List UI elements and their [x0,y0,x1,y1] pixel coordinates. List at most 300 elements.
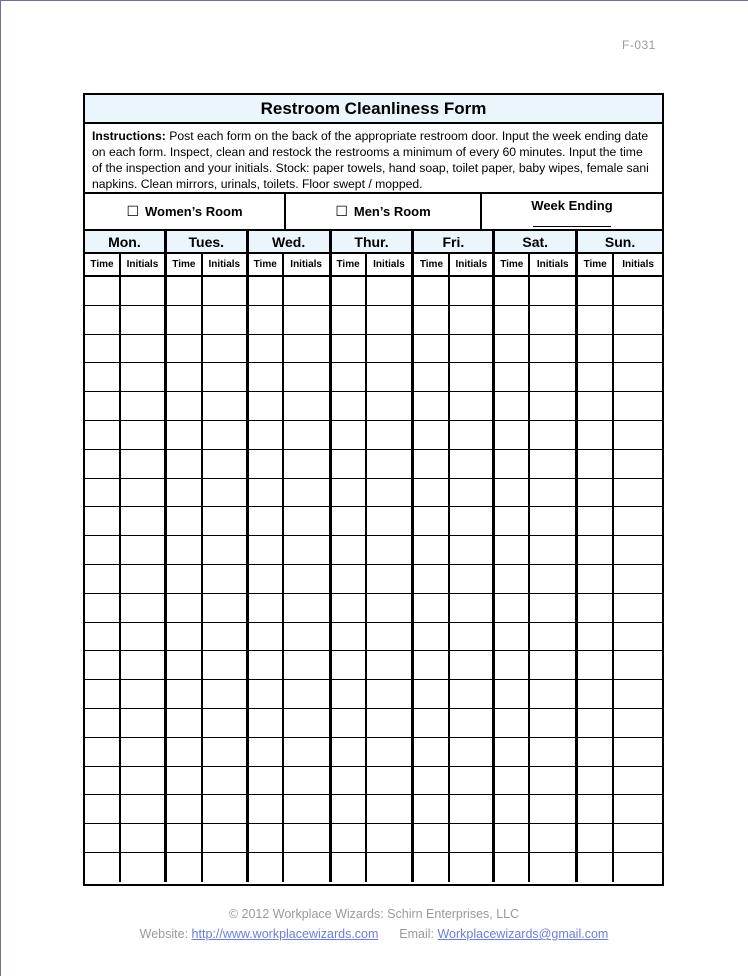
initials-entry-cell[interactable] [614,392,662,421]
time-entry-cell[interactable] [578,479,612,508]
time-entry-cell[interactable] [85,709,119,738]
time-entry-cell[interactable] [578,594,612,623]
time-entry-cell[interactable] [578,363,612,392]
initials-entry-cell[interactable] [367,824,412,853]
initials-entry-cell[interactable] [367,421,412,450]
initials-entry-cell[interactable] [530,709,575,738]
time-entry-cell[interactable] [495,824,528,853]
time-entry-cell[interactable] [578,277,612,306]
initials-entry-cell[interactable] [284,795,329,824]
time-entry-cell[interactable] [495,450,528,479]
initials-entry-cell[interactable] [203,594,246,623]
initials-entry-cell[interactable] [284,767,329,796]
initials-entry-cell[interactable] [450,623,492,652]
time-entry-cell[interactable] [578,680,612,709]
initials-entry-cell[interactable] [530,479,575,508]
time-entry-cell[interactable] [332,479,365,508]
initials-entry-cell[interactable] [614,680,662,709]
initials-entry-cell[interactable] [121,824,164,853]
initials-entry-cell[interactable] [367,450,412,479]
initials-entry-cell[interactable] [530,623,575,652]
time-entry-cell[interactable] [495,767,528,796]
time-entry-cell[interactable] [578,853,612,882]
time-entry-cell[interactable] [249,853,282,882]
initials-entry-cell[interactable] [121,594,164,623]
initials-entry-cell[interactable] [121,536,164,565]
time-entry-cell[interactable] [249,767,282,796]
initials-entry-cell[interactable] [450,306,492,335]
time-entry-cell[interactable] [167,507,201,536]
initials-entry-cell[interactable] [614,536,662,565]
initials-entry-cell[interactable] [614,450,662,479]
initials-entry-cell[interactable] [367,594,412,623]
time-entry-cell[interactable] [414,306,448,335]
initials-entry-cell[interactable] [203,709,246,738]
time-entry-cell[interactable] [578,795,612,824]
time-entry-cell[interactable] [414,651,448,680]
time-entry-cell[interactable] [249,507,282,536]
time-entry-cell[interactable] [167,335,201,364]
time-entry-cell[interactable] [85,623,119,652]
initials-entry-cell[interactable] [284,277,329,306]
initials-entry-cell[interactable] [121,680,164,709]
time-entry-cell[interactable] [332,335,365,364]
initials-entry-cell[interactable] [614,306,662,335]
mens-room-option[interactable] [286,194,482,229]
initials-entry-cell[interactable] [530,853,575,882]
initials-entry-cell[interactable] [203,824,246,853]
time-entry-cell[interactable] [249,824,282,853]
time-entry-cell[interactable] [332,680,365,709]
initials-entry-cell[interactable] [530,450,575,479]
initials-entry-cell[interactable] [450,507,492,536]
initials-entry-cell[interactable] [284,709,329,738]
initials-entry-cell[interactable] [367,335,412,364]
time-entry-cell[interactable] [249,536,282,565]
time-entry-cell[interactable] [332,536,365,565]
time-entry-cell[interactable] [578,767,612,796]
initials-entry-cell[interactable] [450,536,492,565]
week-ending-cell[interactable] [482,194,662,229]
time-entry-cell[interactable] [495,709,528,738]
time-entry-cell[interactable] [85,767,119,796]
initials-entry-cell[interactable] [367,853,412,882]
time-entry-cell[interactable] [167,767,201,796]
initials-entry-cell[interactable] [203,767,246,796]
time-entry-cell[interactable] [249,738,282,767]
initials-entry-cell[interactable] [284,824,329,853]
time-entry-cell[interactable] [495,565,528,594]
initials-entry-cell[interactable] [203,680,246,709]
time-entry-cell[interactable] [249,306,282,335]
time-entry-cell[interactable] [578,824,612,853]
initials-entry-cell[interactable] [121,767,164,796]
initials-entry-cell[interactable] [284,507,329,536]
initials-entry-cell[interactable] [121,709,164,738]
initials-entry-cell[interactable] [367,479,412,508]
time-entry-cell[interactable] [495,507,528,536]
time-entry-cell[interactable] [167,306,201,335]
initials-entry-cell[interactable] [121,335,164,364]
time-entry-cell[interactable] [332,392,365,421]
initials-entry-cell[interactable] [530,335,575,364]
initials-entry-cell[interactable] [614,277,662,306]
initials-entry-cell[interactable] [530,795,575,824]
initials-entry-cell[interactable] [614,853,662,882]
initials-entry-cell[interactable] [614,709,662,738]
time-entry-cell[interactable] [167,623,201,652]
time-entry-cell[interactable] [414,795,448,824]
initials-entry-cell[interactable] [367,507,412,536]
initials-entry-cell[interactable] [284,594,329,623]
initials-entry-cell[interactable] [367,306,412,335]
initials-entry-cell[interactable] [530,680,575,709]
time-entry-cell[interactable] [495,277,528,306]
time-entry-cell[interactable] [332,565,365,594]
initials-entry-cell[interactable] [450,565,492,594]
time-entry-cell[interactable] [167,479,201,508]
initials-entry-cell[interactable] [284,363,329,392]
initials-entry-cell[interactable] [614,767,662,796]
initials-entry-cell[interactable] [203,738,246,767]
time-entry-cell[interactable] [85,795,119,824]
time-entry-cell[interactable] [414,709,448,738]
time-entry-cell[interactable] [249,335,282,364]
time-entry-cell[interactable] [167,594,201,623]
time-entry-cell[interactable] [85,594,119,623]
time-entry-cell[interactable] [578,392,612,421]
initials-entry-cell[interactable] [284,623,329,652]
time-entry-cell[interactable] [578,335,612,364]
initials-entry-cell[interactable] [530,507,575,536]
time-entry-cell[interactable] [578,709,612,738]
initials-entry-cell[interactable] [284,479,329,508]
time-entry-cell[interactable] [578,623,612,652]
time-entry-cell[interactable] [414,623,448,652]
initials-entry-cell[interactable] [367,565,412,594]
initials-entry-cell[interactable] [450,479,492,508]
initials-entry-cell[interactable] [614,479,662,508]
initials-entry-cell[interactable] [530,277,575,306]
time-entry-cell[interactable] [249,363,282,392]
time-entry-cell[interactable] [332,795,365,824]
initials-entry-cell[interactable] [530,421,575,450]
time-entry-cell[interactable] [249,651,282,680]
initials-entry-cell[interactable] [284,651,329,680]
initials-entry-cell[interactable] [614,738,662,767]
time-entry-cell[interactable] [414,565,448,594]
initials-entry-cell[interactable] [614,421,662,450]
initials-entry-cell[interactable] [121,450,164,479]
time-entry-cell[interactable] [167,795,201,824]
time-entry-cell[interactable] [85,507,119,536]
initials-entry-cell[interactable] [614,565,662,594]
initials-entry-cell[interactable] [450,767,492,796]
initials-entry-cell[interactable] [203,623,246,652]
time-entry-cell[interactable] [249,450,282,479]
initials-entry-cell[interactable] [284,680,329,709]
mens-room-checkbox-icon[interactable]: ☐ [335,203,348,219]
initials-entry-cell[interactable] [121,738,164,767]
initials-entry-cell[interactable] [203,335,246,364]
initials-entry-cell[interactable] [530,824,575,853]
time-entry-cell[interactable] [167,651,201,680]
time-entry-cell[interactable] [249,795,282,824]
initials-entry-cell[interactable] [450,738,492,767]
time-entry-cell[interactable] [495,594,528,623]
time-entry-cell[interactable] [249,392,282,421]
initials-entry-cell[interactable] [284,853,329,882]
initials-entry-cell[interactable] [203,507,246,536]
initials-entry-cell[interactable] [203,306,246,335]
initials-entry-cell[interactable] [367,738,412,767]
time-entry-cell[interactable] [578,651,612,680]
initials-entry-cell[interactable] [203,392,246,421]
time-entry-cell[interactable] [578,565,612,594]
time-entry-cell[interactable] [85,651,119,680]
time-entry-cell[interactable] [495,363,528,392]
initials-entry-cell[interactable] [121,507,164,536]
initials-entry-cell[interactable] [530,536,575,565]
initials-entry-cell[interactable] [203,795,246,824]
initials-entry-cell[interactable] [121,363,164,392]
time-entry-cell[interactable] [414,767,448,796]
time-entry-cell[interactable] [332,450,365,479]
time-entry-cell[interactable] [167,450,201,479]
time-entry-cell[interactable] [414,450,448,479]
initials-entry-cell[interactable] [121,623,164,652]
time-entry-cell[interactable] [495,536,528,565]
womens-room-option[interactable] [85,194,286,229]
time-entry-cell[interactable] [495,853,528,882]
time-entry-cell[interactable] [167,738,201,767]
time-entry-cell[interactable] [414,853,448,882]
initials-entry-cell[interactable] [367,651,412,680]
time-entry-cell[interactable] [249,623,282,652]
time-entry-cell[interactable] [85,738,119,767]
time-entry-cell[interactable] [578,738,612,767]
time-entry-cell[interactable] [167,680,201,709]
initials-entry-cell[interactable] [450,795,492,824]
time-entry-cell[interactable] [249,277,282,306]
initials-entry-cell[interactable] [121,795,164,824]
time-entry-cell[interactable] [495,306,528,335]
initials-entry-cell[interactable] [367,680,412,709]
initials-entry-cell[interactable] [530,651,575,680]
initials-entry-cell[interactable] [530,594,575,623]
time-entry-cell[interactable] [249,594,282,623]
initials-entry-cell[interactable] [450,853,492,882]
time-entry-cell[interactable] [414,536,448,565]
initials-entry-cell[interactable] [367,277,412,306]
initials-entry-cell[interactable] [284,335,329,364]
initials-entry-cell[interactable] [530,363,575,392]
time-entry-cell[interactable] [332,824,365,853]
time-entry-cell[interactable] [332,594,365,623]
time-entry-cell[interactable] [85,565,119,594]
initials-entry-cell[interactable] [284,421,329,450]
initials-entry-cell[interactable] [450,450,492,479]
initials-entry-cell[interactable] [121,306,164,335]
time-entry-cell[interactable] [249,479,282,508]
time-entry-cell[interactable] [414,594,448,623]
time-entry-cell[interactable] [332,277,365,306]
initials-entry-cell[interactable] [530,306,575,335]
initials-entry-cell[interactable] [203,363,246,392]
initials-entry-cell[interactable] [450,594,492,623]
time-entry-cell[interactable] [85,363,119,392]
initials-entry-cell[interactable] [203,536,246,565]
time-entry-cell[interactable] [414,335,448,364]
initials-entry-cell[interactable] [530,738,575,767]
time-entry-cell[interactable] [414,392,448,421]
initials-entry-cell[interactable] [450,824,492,853]
time-entry-cell[interactable] [495,335,528,364]
time-entry-cell[interactable] [332,421,365,450]
time-entry-cell[interactable] [85,421,119,450]
time-entry-cell[interactable] [578,450,612,479]
time-entry-cell[interactable] [85,824,119,853]
initials-entry-cell[interactable] [121,392,164,421]
initials-entry-cell[interactable] [203,853,246,882]
initials-entry-cell[interactable] [367,363,412,392]
time-entry-cell[interactable] [414,363,448,392]
time-entry-cell[interactable] [332,853,365,882]
time-entry-cell[interactable] [414,421,448,450]
initials-entry-cell[interactable] [367,709,412,738]
time-entry-cell[interactable] [495,421,528,450]
initials-entry-cell[interactable] [284,536,329,565]
time-entry-cell[interactable] [85,392,119,421]
time-entry-cell[interactable] [414,277,448,306]
initials-entry-cell[interactable] [614,795,662,824]
initials-entry-cell[interactable] [121,421,164,450]
email-link[interactable]: Workplacewizards@gmail.com [437,927,609,941]
time-entry-cell[interactable] [167,709,201,738]
time-entry-cell[interactable] [495,738,528,767]
time-entry-cell[interactable] [414,507,448,536]
time-entry-cell[interactable] [414,680,448,709]
initials-entry-cell[interactable] [121,479,164,508]
time-entry-cell[interactable] [249,680,282,709]
time-entry-cell[interactable] [578,536,612,565]
initials-entry-cell[interactable] [203,565,246,594]
time-entry-cell[interactable] [495,680,528,709]
time-entry-cell[interactable] [495,392,528,421]
time-entry-cell[interactable] [414,738,448,767]
initials-entry-cell[interactable] [367,767,412,796]
initials-entry-cell[interactable] [450,392,492,421]
initials-entry-cell[interactable] [450,421,492,450]
time-entry-cell[interactable] [332,306,365,335]
time-entry-cell[interactable] [249,709,282,738]
time-entry-cell[interactable] [332,651,365,680]
time-entry-cell[interactable] [332,507,365,536]
time-entry-cell[interactable] [578,421,612,450]
initials-entry-cell[interactable] [284,565,329,594]
initials-entry-cell[interactable] [121,853,164,882]
initials-entry-cell[interactable] [614,594,662,623]
initials-entry-cell[interactable] [614,363,662,392]
time-entry-cell[interactable] [578,306,612,335]
initials-entry-cell[interactable] [450,363,492,392]
initials-entry-cell[interactable] [614,651,662,680]
time-entry-cell[interactable] [167,363,201,392]
time-entry-cell[interactable] [85,277,119,306]
time-entry-cell[interactable] [85,479,119,508]
time-entry-cell[interactable] [495,651,528,680]
initials-entry-cell[interactable] [203,450,246,479]
time-entry-cell[interactable] [167,421,201,450]
time-entry-cell[interactable] [495,479,528,508]
initials-entry-cell[interactable] [203,651,246,680]
initials-entry-cell[interactable] [614,623,662,652]
week-ending-field[interactable] [533,226,611,227]
initials-entry-cell[interactable] [614,507,662,536]
time-entry-cell[interactable] [167,277,201,306]
time-entry-cell[interactable] [249,421,282,450]
time-entry-cell[interactable] [85,450,119,479]
time-entry-cell[interactable] [414,824,448,853]
website-link[interactable]: http://www.workplacewizards.com [191,927,379,941]
time-entry-cell[interactable] [167,392,201,421]
initials-entry-cell[interactable] [450,651,492,680]
time-entry-cell[interactable] [85,335,119,364]
initials-entry-cell[interactable] [614,824,662,853]
initials-entry-cell[interactable] [614,335,662,364]
initials-entry-cell[interactable] [367,795,412,824]
initials-entry-cell[interactable] [203,421,246,450]
initials-entry-cell[interactable] [284,392,329,421]
time-entry-cell[interactable] [85,536,119,565]
initials-entry-cell[interactable] [284,738,329,767]
initials-entry-cell[interactable] [530,392,575,421]
initials-entry-cell[interactable] [530,565,575,594]
time-entry-cell[interactable] [495,795,528,824]
time-entry-cell[interactable] [167,824,201,853]
time-entry-cell[interactable] [332,623,365,652]
time-entry-cell[interactable] [167,853,201,882]
time-entry-cell[interactable] [332,738,365,767]
time-entry-cell[interactable] [85,853,119,882]
initials-entry-cell[interactable] [367,623,412,652]
time-entry-cell[interactable] [249,565,282,594]
initials-entry-cell[interactable] [450,277,492,306]
initials-entry-cell[interactable] [284,450,329,479]
initials-entry-cell[interactable] [121,565,164,594]
time-entry-cell[interactable] [495,623,528,652]
initials-entry-cell[interactable] [121,277,164,306]
initials-entry-cell[interactable] [121,651,164,680]
time-entry-cell[interactable] [167,565,201,594]
initials-entry-cell[interactable] [367,392,412,421]
initials-entry-cell[interactable] [203,479,246,508]
time-entry-cell[interactable] [332,363,365,392]
initials-entry-cell[interactable] [450,709,492,738]
initials-entry-cell[interactable] [450,680,492,709]
time-entry-cell[interactable] [167,536,201,565]
time-entry-cell[interactable] [332,767,365,796]
womens-room-checkbox-icon[interactable]: ☐ [126,203,140,219]
initials-entry-cell[interactable] [450,335,492,364]
time-entry-cell[interactable] [85,306,119,335]
initials-entry-cell[interactable] [367,536,412,565]
initials-entry-cell[interactable] [284,306,329,335]
time-entry-cell[interactable] [414,479,448,508]
initials-entry-cell[interactable] [530,767,575,796]
time-entry-cell[interactable] [85,680,119,709]
time-entry-cell[interactable] [578,507,612,536]
